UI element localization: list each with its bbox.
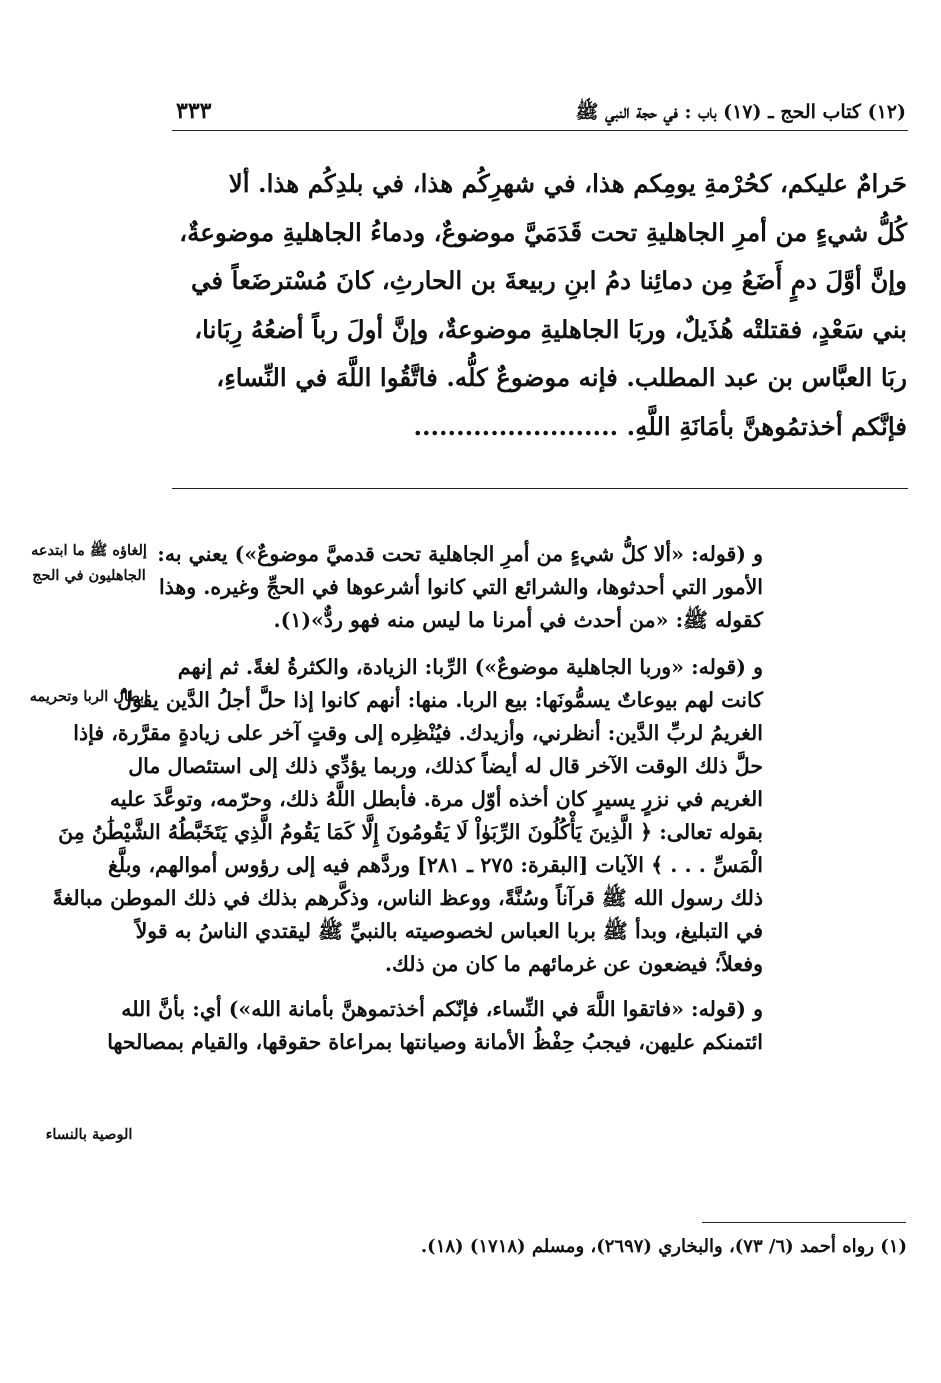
footnote-divider [702,1222,906,1223]
hadith-line: بني سَعْدٍ، فقتلتْه هُذَيلٌ، وربَا الجاهليةِ موضوعةٌ، وإنَّ أولَ رباً أضعُهُ رِبَانا، [194,314,907,344]
hadith-line: حَرامٌ عليكم، كحُرْمةِ يومِكم هذا، في شهرِكُم هذا، في بلدِكُم هذا. ألا [228,169,907,198]
commentary-line: وفعلاً؛ فيضعون عن غرمائهم ما كان من ذلك. [384,952,763,976]
commentary-block [35,528,763,1059]
footnote: (١) رواه أحمد (٦/ ٧٣)، والبخاري (٢٦٩٧)، ومسلم (١٧١٨) (١٨). [420,1236,907,1257]
commentary-line: و (قوله: «وربا الجاهلية موضوعٌ») الرِّبا: الزيادة، والكثرةُ لغةً. ثم إنهم [177,655,763,679]
commentary-line: ائتمنكم عليهن، فيجبُ حِفْظُ الأمانة وصيانتها بمراعاة حقوقها، والقيام بمصالحها [107,1030,763,1054]
commentary-line: و (قوله: «ألا كلُّ شيءٍ من أمرِ الجاهلية تحت قدميَّ موضوعٌ») يعني به: [157,542,763,566]
commentary-line: و (قوله: «فاتقوا اللَّهَ في النِّساء، فإنّكم أخذتموهنَّ بأمانة الله») أي: بأنَّ الله [121,997,763,1021]
margin-note: إبطال الربا وتحريمه [29,688,149,705]
hadith-line: فإنَّكم أخذتمُوهنَّ بأمَانَةِ اللَّهِ. ........................ [413,411,907,441]
hadith-line: ربَا العبَّاس بن عبد المطلب. فإنه موضوعٌ كلُّه. فاتَّقُوا اللَّهَ في النِّساءِ، [216,363,907,392]
section-divider [172,488,908,489]
commentary-line: بقوله تعالى: ﴿ الَّذِينَ يَأْكُلُونَ الرِّبَوٰاْ لَا يَقُومُونَ إِلَّا كَمَا يَقُومُ الَّذِي يَتَخَبَّطُهُ الشَّيْطَٰنُ مِنَ [58,820,763,844]
commentary-line: الْمَسِّ . . . ﴾ الآيات [البقرة: ٢٧٥ ـ ٢٨١] وردَّهم فيه إلى رؤوس أموالهم، وبلَّغ [108,853,763,877]
commentary-line: الأمور التي أحدثوها، والشرائع التي كانوا أشرعوها في الحجِّ وغيره. وهذا [158,575,763,599]
commentary-line: الغريم في نزرٍ يسيرٍ كان أخذه أوّل مرة. فأبطل اللَّهُ ذلك، وحرّمه، وتوعَّدَ عليه [109,787,763,811]
commentary-line: حلَّ ذلك الوقت الآخر قال له أيضاً كذلك، وربما يؤدِّي ذلك إلى استئصال مال [128,754,763,778]
margin-note: الوصية بالنساء [45,1126,133,1143]
running-header [172,96,908,131]
page-number: ٣٣٣ [176,98,212,124]
commentary-line: كقوله ﷺ: «من أحدث في أمرنا ما ليس منه فهو ردٌّ»(١). [273,608,763,632]
hadith-line: وإنَّ أوَّلَ دمٍ أَضَعُ مِن دمائِنا دمُ ابنِ ربيعةَ بن الحارثِ، كانَ مُسْترضَعاً في [190,266,907,295]
margin-note: إلغاؤه ﷺ ما ابتدعه الجاهليون في الحج [31,542,147,584]
hadith-text-block [167,160,907,451]
commentary-line: كانت لهم بيوعاتٌ يسمُّونَها: بيع الربا. منها: أنهم كانوا إذا حلَّ أجلُ الدَّين يقولُ [117,688,763,712]
hadith-line: كُلُّ شيءٍ من أمرِ الجاهليةِ تحت قَدَمَيَّ موضوعٌ، ودماءُ الجاهليةِ موضوعةٌ، [179,217,907,247]
commentary-line: في التبليغ، وبدأ ﷺ بربا العباس لخصوصيته بالنبيِّ ﷺ ليقتدي الناسُ به قولاً [135,919,763,943]
commentary-line: ذلك رسول الله ﷺ قرآناً وسُنَّةً، ووعظ الناس، وذكَّرهم بذلك في ذلك الموطن مبالغةً [52,886,763,910]
commentary-line: الغريمُ لربِّ الدَّين: أنظرني، وأزيدك. فيُنْظِره إلى وقتٍ آخر على زيادةٍ مقرَّرة، فإذا [73,721,763,745]
header-title: (١٢) كتاب الحج ـ (١٧) باب : في حجة النبي ﷺ [575,101,906,123]
